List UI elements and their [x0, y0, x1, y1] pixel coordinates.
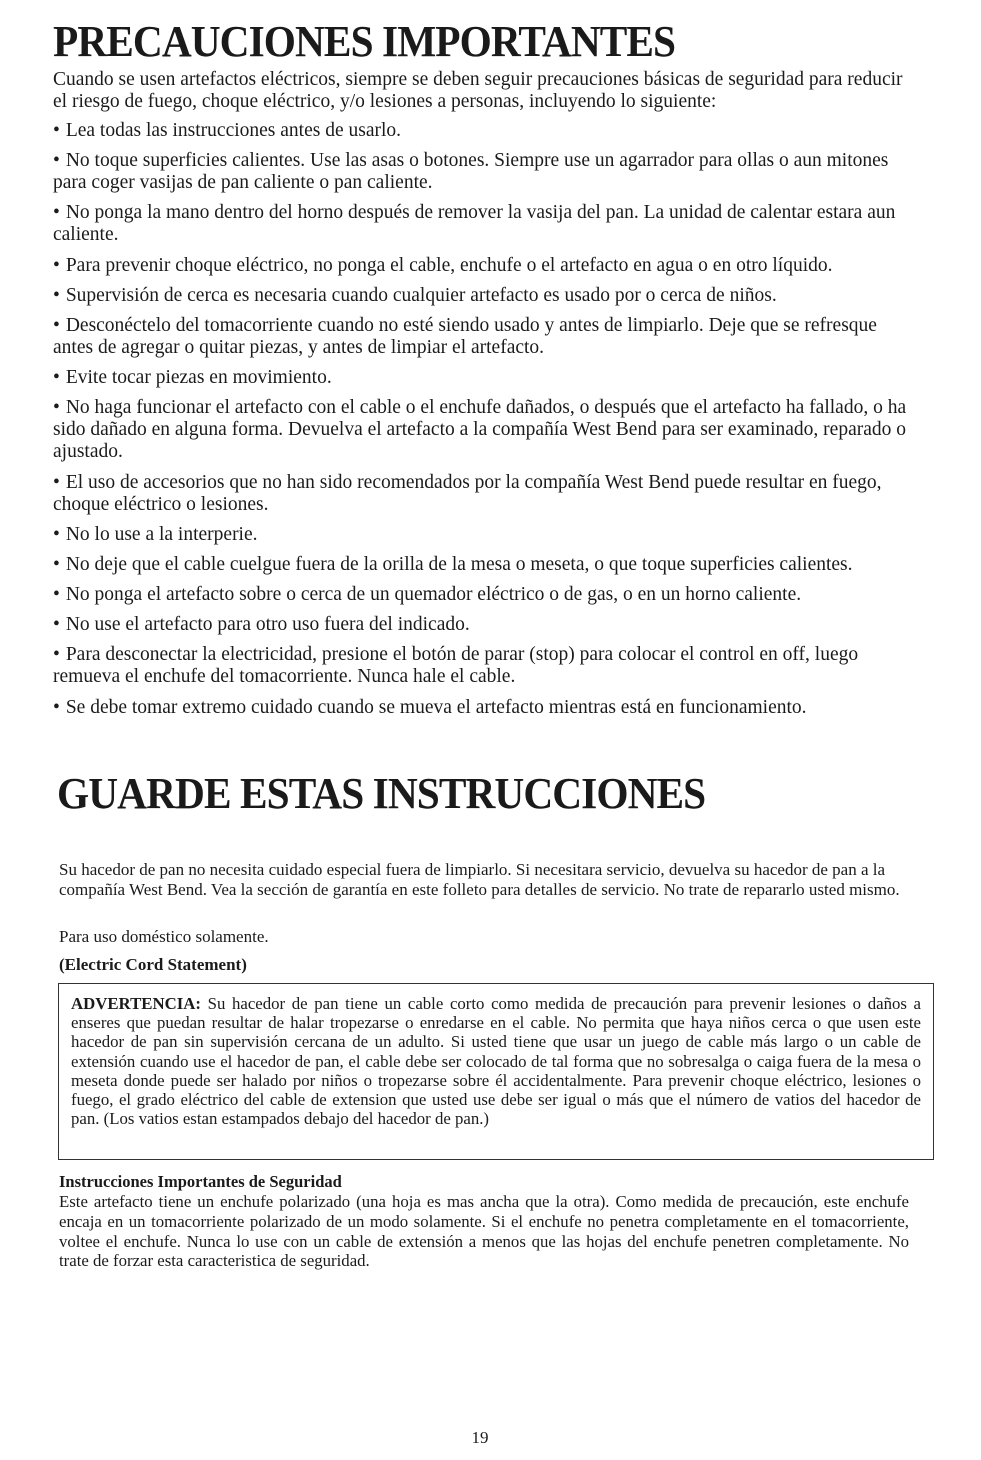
list-item-text: El uso de accesorios que no han sido recomendados por la compañía West Bend puede resultar en fuego, choque eléctrico o lesiones. — [53, 471, 882, 515]
list-item — [53, 202, 909, 246]
list-item — [53, 554, 909, 576]
list-item-text: No deje que el cable cuelgue fuera de la orilla de la mesa o meseta, o que toque superficies calientes. — [65, 553, 853, 575]
list-item-text: Lea todas las instrucciones antes de usarlo. — [65, 120, 402, 141]
bullet-icon: • — [53, 523, 60, 545]
list-item — [53, 697, 909, 719]
list-item — [53, 150, 909, 194]
warning-box — [58, 983, 934, 1160]
list-item — [53, 120, 909, 142]
bullet-icon: • — [53, 696, 60, 718]
list-item-text: No toque superficies calientes. Use las asas o botones. Siempre use un agarrador para ollas o aun mitones para coger vasijas de pan caliente o pan caliente. — [53, 150, 889, 194]
list-item-text: No use el artefacto para otro uso fuera del indicado. — [65, 614, 470, 636]
bullet-icon: • — [53, 120, 60, 141]
list-item — [53, 584, 909, 606]
list-item-text: Desconéctelo del tomacorriente cuando no esté siendo usado y antes de limpiarlo. Deje que se refresque antes de agregar o quitar piezas, y antes de limpiar el artefacto. — [53, 314, 877, 358]
list-item — [53, 644, 909, 688]
list-item — [53, 397, 909, 463]
polarized-plug-paragraph: Este artefacto tiene un enchufe polarizado (una hoja es mas ancha que la otra). Como medida de precaución, este enchufe encaja en un tomacorriente polarizado de un modo solamente. Si el enchufe no penetra completamente en el tomacorriente, voltee el enchufe. Nunca lo use con un cable de extensión a menos que las hojas del enchufe penetren completamente. No trate de forzar esta caracteristica de seguridad. — [59, 1192, 909, 1271]
list-item-text: No lo use a la interperie. — [65, 523, 258, 545]
household-use-note: Para uso doméstico solamente. — [59, 927, 269, 946]
warning-label: ADVERTENCIA: — [71, 994, 201, 1013]
list-item-text: No haga funcionar el artefacto con el cable o el enchufe dañados, o después que el artefacto ha fallado, o ha sido dañado en alguna forma. Devuelva el artefacto a la compañía West Bend para ser examinado, reparado o ajustado. — [53, 397, 907, 463]
precautions-list — [53, 120, 909, 727]
list-item — [53, 472, 909, 516]
bullet-icon: • — [53, 202, 60, 224]
bullet-icon: • — [53, 284, 60, 306]
list-item-text: Se debe tomar extremo cuidado cuando se mueva el artefacto mientras está en funcionamiento. — [65, 696, 807, 718]
page-title: PRECAUCIONES IMPORTANTES — [53, 17, 676, 66]
bullet-icon: • — [53, 397, 60, 419]
bullet-icon: • — [53, 644, 60, 666]
bullet-icon: • — [53, 584, 60, 606]
care-paragraph: Su hacedor de pan no necesita cuidado especial fuera de limpiarlo. Si necesitara servicio, devuelva su hacedor de pan a la compañía West Bend. Vea la sección de garantía en este folleto para detalles de servicio. No trate de repararlo usted mismo. — [59, 860, 900, 899]
list-item — [53, 614, 909, 636]
warning-paragraph — [71, 994, 921, 1128]
list-item-text: Para prevenir choque eléctrico, no ponga el cable, enchufe o el artefacto en agua o en otro líquido. — [65, 254, 833, 276]
list-item — [53, 285, 909, 307]
list-item — [53, 524, 909, 546]
bullet-icon: • — [53, 254, 60, 276]
list-item — [53, 255, 909, 277]
intro-paragraph: Cuando se usen artefactos eléctricos, siempre se deben seguir precauciones básicas de seguridad para reducir el riesgo de fuego, choque eléctrico, y/o lesiones a personas, incluyendo lo siguiente: — [53, 69, 903, 112]
page-number: 19 — [471, 1428, 489, 1447]
list-item-text: No ponga el artefacto sobre o cerca de un quemador eléctrico o de gas, o en un horno caliente. — [65, 584, 802, 606]
warning-text: Su hacedor de pan tiene un cable corto como medida de precaución para prevenir lesiones o daños a enseres que puedan resultar de halar tropezarse o enredarse en el cable. No permita que haya niños cerca o que usen este hacedor de pan sin supervisión cercana de un adulto. Si usted tiene que usar un juego de cable más largo o un cable de extensión cuando use el hacedor de pan, el cable debe ser colocado de tal forma que no sobresalga o caiga fuera de la mesa o meseta donde puede ser halado por niños o tropezarse sobre él accidentalmente. Para prevenir choque eléctrico, lesiones o fuego, el grado eléctrico del cable de extension que usted use debe ser igual o más que el número de vatios del hacedor de pan. (Los vatios estan estampados debajo del hacedor de pan.) — [71, 994, 921, 1129]
bullet-icon: • — [53, 553, 60, 575]
list-item-text: No ponga la mano dentro del horno después de remover la vasija del pan. La unidad de calentar estara aun caliente. — [53, 202, 896, 246]
list-item — [53, 315, 909, 359]
bullet-icon: • — [53, 614, 60, 636]
safety-heading: Instrucciones Importantes de Seguridad — [59, 1172, 342, 1191]
list-item-text: Para desconectar la electricidad, presione el botón de parar (stop) para colocar el control en off, luego remueva el enchufe del tomacorriente. Nunca hale el cable. — [53, 644, 859, 688]
bullet-icon: • — [53, 471, 60, 493]
list-item-text: Evite tocar piezas en movimiento. — [65, 367, 332, 389]
bullet-icon: • — [53, 150, 60, 172]
list-item — [53, 367, 909, 389]
bullet-icon: • — [53, 367, 60, 389]
list-item-text: Supervisión de cerca es necesaria cuando cualquier artefacto es usado por o cerca de niños. — [65, 284, 777, 306]
save-instructions-heading: GUARDE ESTAS INSTRUCCIONES — [57, 769, 706, 818]
bullet-icon: • — [53, 314, 60, 336]
cord-statement-heading: (Electric Cord Statement) — [59, 955, 247, 974]
